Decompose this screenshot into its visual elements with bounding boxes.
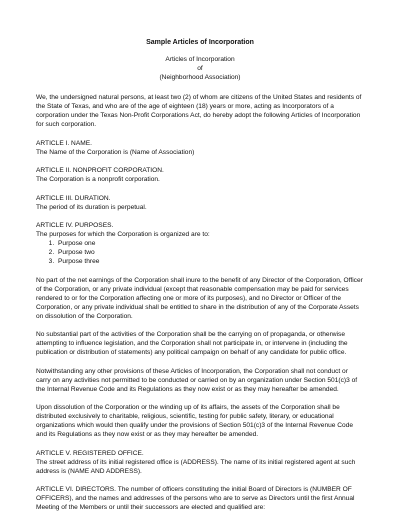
notwithstanding-paragraph: Notwithstanding any other provisions of these Articles of Incorporation, the Corporation shall not conduct or carry on any activities not permitted to be conducted or carried on by an organization under Section 501(c)3 of the Internal Revenue Code and its Regulations as they now exist or as they may hereafter be amended. (36, 367, 358, 393)
article-4 (36, 221, 364, 266)
article-text: The Name of the Corporation is (Name of Association) (36, 148, 195, 156)
article-6-text: ARTICLE VI. DIRECTORS. The number of officers constituting the initial Board of Directors is (NUMBER OF OFFICERS), and the names and addresses of the persons who are to serve as Directors until the first Annual Meeting of the Members or until their successors are elected and qualified are: (36, 486, 355, 511)
article-2 (36, 166, 364, 184)
document-title: Sample Articles of Incorporation (146, 39, 254, 46)
article-heading: ARTICLE IV. PURPOSES. (36, 222, 114, 229)
article-text: The street address of its initial registered office is (ADDRESS). The name of its initial registered agent at such address is (NAME AND ADDRESS). (36, 458, 356, 475)
dissolution-paragraph: Upon dissolution of the Corporation or the winding up of its affairs, the assets of the Corporation shall be distributed exclusively to charitable, religious, scientific, testing for public safety, literary, or educational organizations which would then qualify under the provisions of Section 501(c)3 of the Internal Revenue Code and its Regulations as they now exist or as they may hereafter be amended. (36, 404, 354, 438)
article-3 (36, 194, 364, 212)
list-item: 2. Purpose two (56, 248, 364, 257)
intro-paragraph: We, the undersigned natural persons, at least two (2) of whom are citizens of the United States and residents of the State of Texas, and who are of the age of eighteen (18) years or more, acting as Incorporators of a corporation under the Texas Non-Profit Corporations Act, do hereby adopt the following Articles of Incorporation for such corporation. (36, 94, 362, 128)
article-5 (36, 449, 364, 476)
subheading-line: of (197, 65, 203, 72)
purposes-list (36, 239, 364, 266)
article-heading: ARTICLE II. NONPROFIT CORPORATION. (36, 167, 164, 174)
list-item: 1. Purpose one (56, 239, 364, 248)
article-1 (36, 139, 364, 157)
article-text: The period of its duration is perpetual. (36, 203, 147, 211)
earnings-paragraph: No part of the net earnings of the Corporation shall inure to the benefit of any Director of the Corporation, Officer of the Corporation, or any private individual (except that reasonable compensation may be paid for services rendered to or for the Corporation affecting one or more of its purposes), and no Director or Officer of the Corporation, or any private individual shall be entitled to share in the distribution of any of the Corporate Assets on dissolution of the Corporation. (36, 276, 363, 320)
article-text: The purposes for which the Corporation is organized are to: (36, 231, 210, 238)
article-text: The Corporation is a nonprofit corporation. (36, 176, 160, 183)
document-subheading (36, 55, 364, 82)
article-heading: ARTICLE V. REGISTERED OFFICE. (36, 449, 144, 457)
propaganda-paragraph: No substantial part of the activities of the Corporation shall be the carrying on of propaganda, or otherwise attempting to influence legislation, and the Corporation shall not participate in, or intervene in (including the publication or distribution of statements) any political campaign on behalf of any candidate for public office. (36, 331, 348, 356)
subheading-line: (Neighborhood Association) (159, 74, 241, 81)
subheading-line: Articles of Incorporation (165, 56, 235, 63)
article-heading: ARTICLE III. DURATION. (36, 194, 111, 202)
list-item: 3. Purpose three (56, 257, 364, 266)
article-heading: ARTICLE I. NAME. (36, 139, 92, 147)
